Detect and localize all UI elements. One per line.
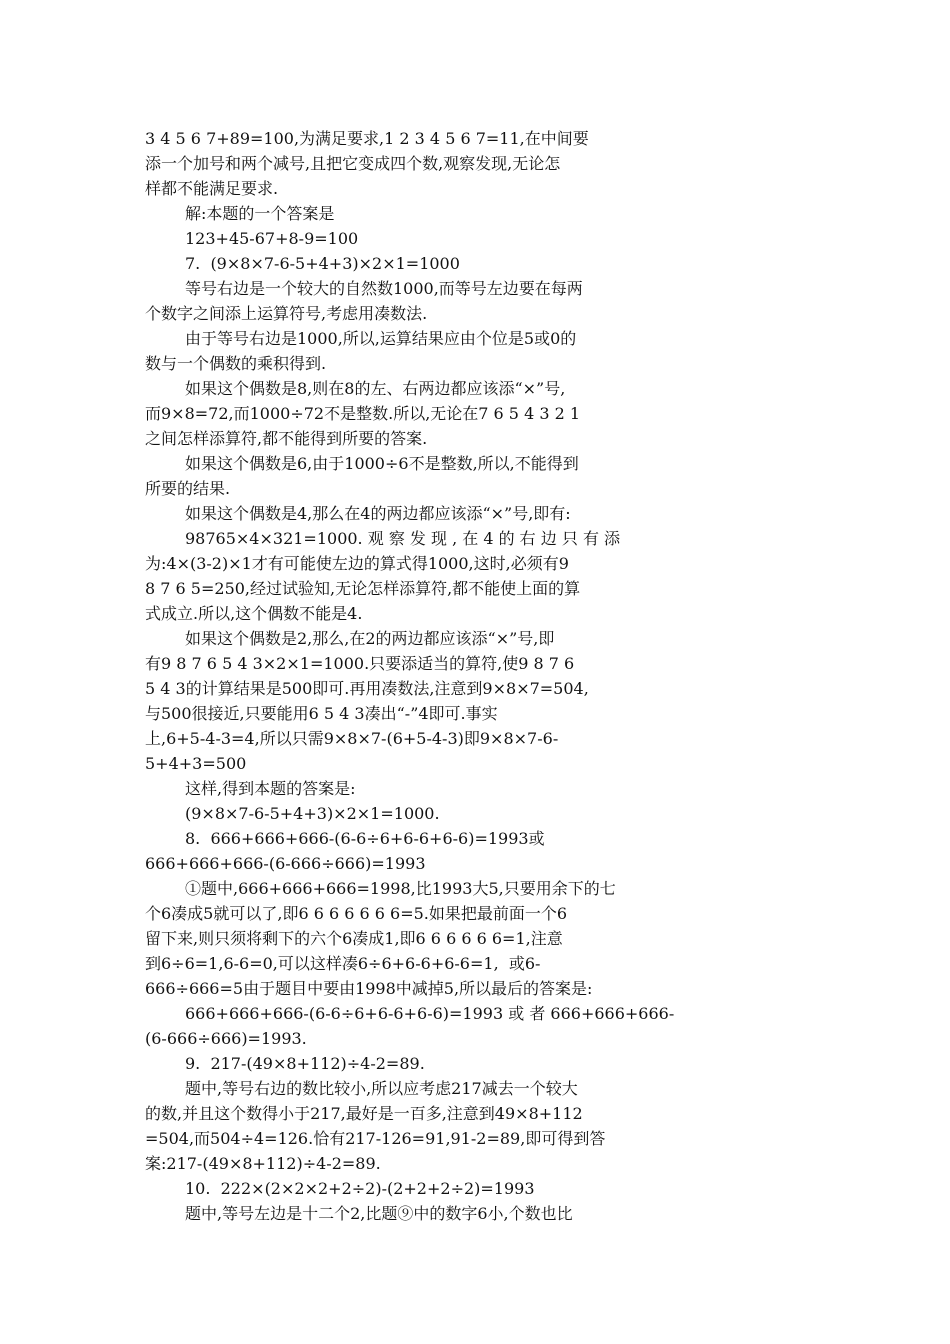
text-line: 而9×8=72,而1000÷72不是整数.所以,无论在7 6 5 4 3 2 1	[145, 404, 581, 423]
text-line: 案:217-(49×8+112)÷4-2=89.	[145, 1154, 381, 1173]
text-line: 数与一个偶数的乘积得到.	[145, 354, 327, 373]
text-line: 10. 222×(2×2×2+2÷2)-(2+2+2÷2)=1993	[185, 1179, 535, 1198]
text-line: 所要的结果.	[145, 479, 231, 498]
text-line: 之间怎样添算符,都不能得到所要的答案.	[145, 429, 428, 448]
text-line: 留下来,则只须将剩下的六个6凑成1,即6 6 6 6 6 6=1,注意	[145, 929, 563, 948]
text-line: 9. 217-(49×8+112)÷4-2=89.	[185, 1054, 425, 1073]
text-line: 题中,等号左边是十二个2,比题⑨中的数字6小,个数也比	[185, 1204, 573, 1223]
text-line: 个数字之间添上运算符号,考虑用凑数法.	[145, 304, 428, 323]
text-line: 添一个加号和两个减号,且把它变成四个数,观察发现,无论怎	[145, 154, 561, 173]
text-line: 如果这个偶数是8,则在8的左、右两边都应该添“×”号,	[185, 379, 566, 398]
text-line: 有9 8 7 6 5 4 3×2×1=1000.只要添适当的算符,使9 8 7 6	[145, 654, 575, 673]
text-line: 等号右边是一个较大的自然数1000,而等号左边要在每两	[185, 279, 583, 298]
text-line: 3 4 5 6 7+89=100,为满足要求,1 2 3 4 5 6 7=11,在中间要	[145, 129, 589, 148]
document-body	[145, 126, 675, 1226]
text-line: 8. 666+666+666-(6-6÷6+6-6+6-6)=1993或	[185, 829, 545, 848]
text-line: 如果这个偶数是4,那么在4的两边都应该添“×”号,即有:	[185, 504, 571, 523]
text-line: 到6÷6=1,6-6=0,可以这样凑6÷6+6-6+6-6=1, 或6-	[145, 954, 541, 973]
text-line: 与500很接近,只要能用6 5 4 3凑出“-”4即可.事实	[145, 704, 498, 723]
text-line: 666÷666=5由于题目中要由1998中减掉5,所以最后的答案是:	[145, 979, 593, 998]
text-line: (6-666÷666)=1993.	[145, 1029, 307, 1048]
text-line: 这样,得到本题的答案是:	[185, 779, 356, 798]
text-line: =504,而504÷4=126.恰有217-126=91,91-2=89,即可得到答	[145, 1129, 606, 1148]
text-line: 98765×4×321=1000. 观 察 发 现 , 在 4 的 右 边 只 有 添	[185, 529, 621, 548]
text-line: 如果这个偶数是6,由于1000÷6不是整数,所以,不能得到	[185, 454, 579, 473]
text-line: 解:本题的一个答案是	[185, 204, 335, 223]
text-line: 上,6+5-4-3=4,所以只需9×8×7-(6+5-4-3)即9×8×7-6-	[145, 729, 559, 748]
text-line: 5 4 3的计算结果是500即可.再用凑数法,注意到9×8×7=504,	[145, 679, 589, 698]
text-line: 5+4+3=500	[145, 754, 247, 773]
text-line: 为:4×(3-2)×1才有可能使左边的算式得1000,这时,必须有9	[145, 554, 569, 573]
text-line: 由于等号右边是1000,所以,运算结果应由个位是5或0的	[185, 329, 577, 348]
text-line: 666+666+666-(6-666÷666)=1993	[145, 854, 426, 873]
text-line: 123+45-67+8-9=100	[185, 229, 359, 248]
text-line: 如果这个偶数是2,那么,在2的两边都应该添“×”号,即	[185, 629, 555, 648]
text-line: 8 7 6 5=250,经过试验知,无论怎样添算符,都不能使上面的算	[145, 579, 581, 598]
text-line: 样都不能满足要求.	[145, 179, 279, 198]
text-line: 题中,等号右边的数比较小,所以应考虑217减去一个较大	[185, 1079, 578, 1098]
text-line: 个6凑成5就可以了,即6 6 6 6 6 6 6=5.如果把最前面一个6	[145, 904, 568, 923]
text-line: 7. (9×8×7-6-5+4+3)×2×1=1000	[185, 254, 460, 273]
text-line: 式成立.所以,这个偶数不能是4.	[145, 604, 363, 623]
text-line: 的数,并且这个数得小于217,最好是一百多,注意到49×8+112	[145, 1104, 583, 1123]
text-line: 666+666+666-(6-6÷6+6-6+6-6)=1993 或 者 666+666+666-	[185, 1004, 675, 1023]
text-line: ①题中,666+666+666=1998,比1993大5,只要用余下的七	[185, 879, 616, 898]
text-line: (9×8×7-6-5+4+3)×2×1=1000.	[185, 804, 440, 823]
